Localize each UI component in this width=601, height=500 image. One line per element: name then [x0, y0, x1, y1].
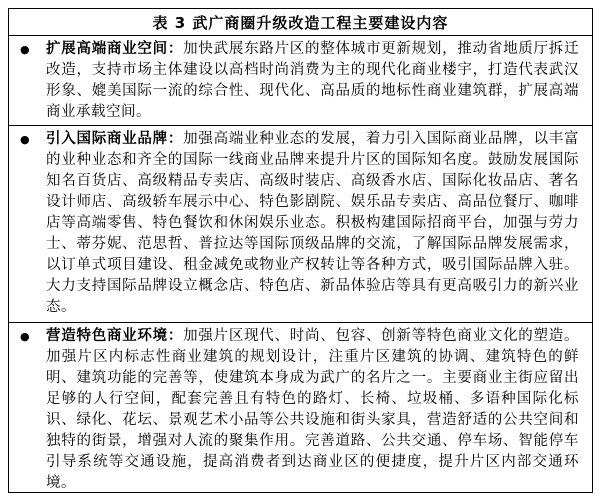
row-text	[46, 326, 579, 491]
row-body: 加快武展东路片区的整体城市更新规划，推动省地质厅拆迁改造，支持市场主体建设以高档时尚消费为主的现代化商业楼宇，打造代表武汉形象、媲美国际一流的综合性、现代化、高品质的地标性商业建筑群，扩展高端商业承载空间。	[46, 41, 580, 120]
row-text	[46, 39, 579, 122]
table-row-international-brands	[9, 126, 592, 323]
row-body: 加强片区现代、时尚、包容、创新等特色商业文化的塑造。加强片区内标志性商业建筑的规划设计，注重片区建筑的协调、建筑特色的鲜明、建筑功能的完善等，使建筑本身成为武广的名片之一。主要商业主街应留出足够的人行空间，配套完善且有特色的路灯、长椅、垃圾桶、多语种国际化标识、绿化、花坛、景观艺术小品等公共设施和街头家具，营造舒适的公共空间和独特的街景，增强对人流的聚集作用。完善道路、公共交通、停车场、智能停车引导系统等交通设施，提高消费者到达商业区的便捷度，提升片区内部交通环境。	[46, 328, 580, 491]
table-row-expand-commercial-space	[9, 36, 592, 126]
bullet-icon: ●	[20, 43, 30, 56]
construction-content-table	[8, 8, 593, 493]
row-heading: 营造特色商业环境：	[46, 328, 184, 344]
table-row-commercial-environment	[9, 323, 592, 494]
table-title: 表 3 武广商圈升级改造工程主要建设内容	[9, 9, 592, 36]
row-text	[46, 129, 579, 319]
row-heading: 扩展高端商业空间：	[46, 41, 184, 57]
bullet-icon: ●	[20, 330, 30, 343]
bullet-icon: ●	[20, 133, 30, 146]
row-heading: 引入国际商业品牌：	[46, 131, 184, 147]
row-body: 加强高端业种业态的发展，着力引入国际商业品牌，以丰富的业种业态和齐全的国际一线商业品牌来提升片区的国际知名度。鼓励发展国际知名百货店、高级精品专卖店、高级时装店、高级香水店、国际化妆品店、著名设计师店、高级轿车展示中心、特色影剧院、娱乐品专卖店、高品位餐厅、咖啡店等高端零售、特色餐饮和休闲娱乐业态。积极构建国际招商平台，加强与劳力士、蒂芬妮、范思哲、普拉达等国际顶级品牌的交流，了解国际品牌发展需求，以订单式项目建设、租金减免或物业产权转让等各种方式，吸引国际品牌入驻。大力支持国际品牌设立概念店、特色店、新品体验店等具有更高吸引力的新兴业态。	[46, 131, 580, 315]
